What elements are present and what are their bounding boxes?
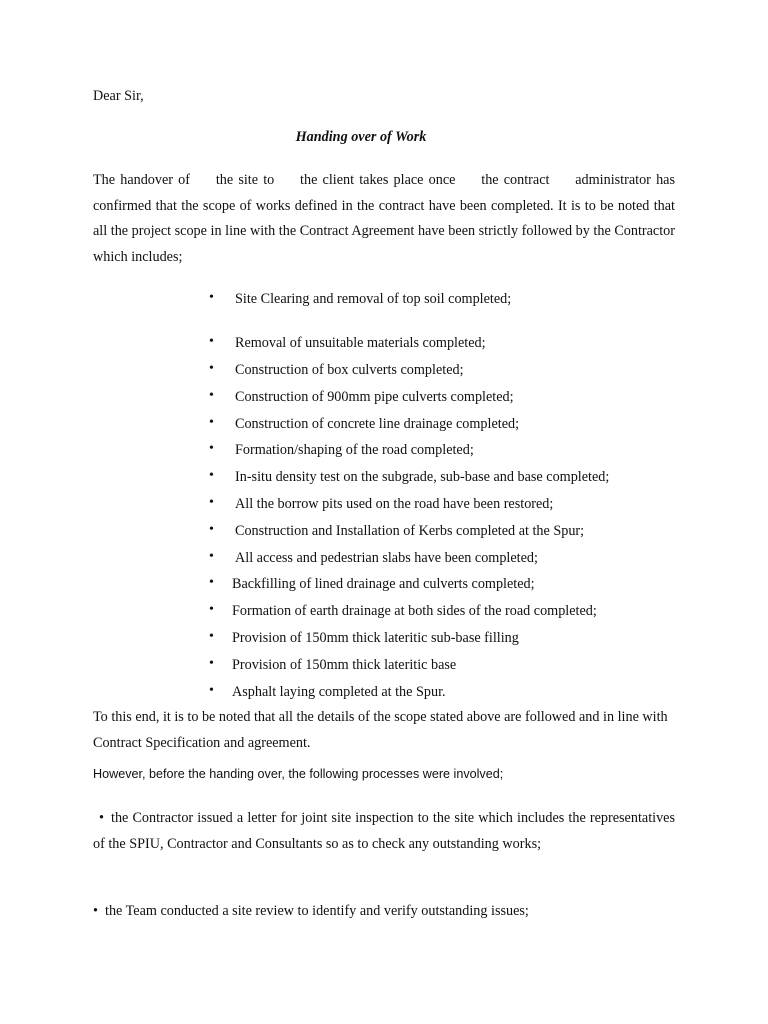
bullet-icon: • [209, 441, 214, 456]
list-item: • Asphalt laying completed at the Spur. [209, 683, 446, 700]
list-item: • Construction of concrete line drainage completed; [209, 415, 520, 432]
bullet-icon: • [209, 290, 214, 305]
bullet-icon: • [209, 629, 214, 644]
list-item: • Provision of 150mm thick lateritic base [209, 656, 457, 673]
bullet-icon: • [209, 549, 214, 564]
bullet-icon: • [209, 388, 214, 403]
bullet-icon: • [209, 683, 214, 698]
list-item: • Construction of 900mm pipe culverts completed; [209, 388, 514, 405]
conclusion-paragraph: To this end, it is to be noted that all the details of the scope stated above are followed and in line with Contract Specification and agreement. [93, 709, 668, 751]
bullet-icon: • [209, 361, 214, 376]
list-item: • Formation/shaping of the road completed; [209, 441, 474, 458]
intro-paragraph: The handover of the site to the client takes place once the contract administrator has confirmed that the scope of works defined in the contract have been completed. It is to be noted that all the project scope in line with the Contract Agreement have been strictly followed by the Contractor which includes; [93, 172, 679, 265]
bullet-icon: • [99, 810, 104, 826]
bullet-icon: • [209, 656, 214, 671]
bullet-icon: • [209, 575, 214, 590]
list-item: • Site Clearing and removal of top soil completed; [209, 290, 512, 307]
list-item: • All the borrow pits used on the road have been restored; [209, 495, 554, 512]
list-item: • Construction and Installation of Kerbs completed at the Spur; [209, 522, 585, 539]
list-item: • Removal of unsuitable materials completed; [209, 334, 486, 351]
greeting: Dear Sir, [93, 88, 144, 104]
letter-title-text: Handing over of Work [295, 129, 427, 145]
list-item: • Construction of box culverts completed; [209, 361, 464, 378]
bullet-icon: • [209, 495, 214, 510]
bullet-icon: • [209, 602, 214, 617]
bullet-icon: • [209, 415, 214, 430]
bullet-icon: • [209, 468, 214, 483]
list-item: • In-situ density test on the subgrade, sub-base and base completed; [209, 468, 610, 485]
process-heading: However, before the handing over, the following processes were involved; [93, 767, 504, 781]
bullet-icon: • [93, 903, 98, 919]
bullet-icon: • [209, 334, 214, 349]
list-item: • Formation of earth drainage at both sides of the road completed; [209, 602, 597, 619]
process-item-1: • the Contractor issued a letter for joint site inspection to the site which includes the representatives of the SPIU, Contractor and Consultants so as to check any outstanding works; [93, 806, 675, 857]
list-item: • All access and pedestrian slabs have been completed; [209, 549, 538, 566]
bullet-icon: • [209, 522, 214, 537]
list-item: • Backfilling of lined drainage and culverts completed; [209, 575, 535, 592]
process-item-2: • the Team conducted a site review to identify and verify outstanding issues; [93, 899, 675, 925]
list-item: • Provision of 150mm thick lateritic sub-base filling [209, 629, 519, 646]
